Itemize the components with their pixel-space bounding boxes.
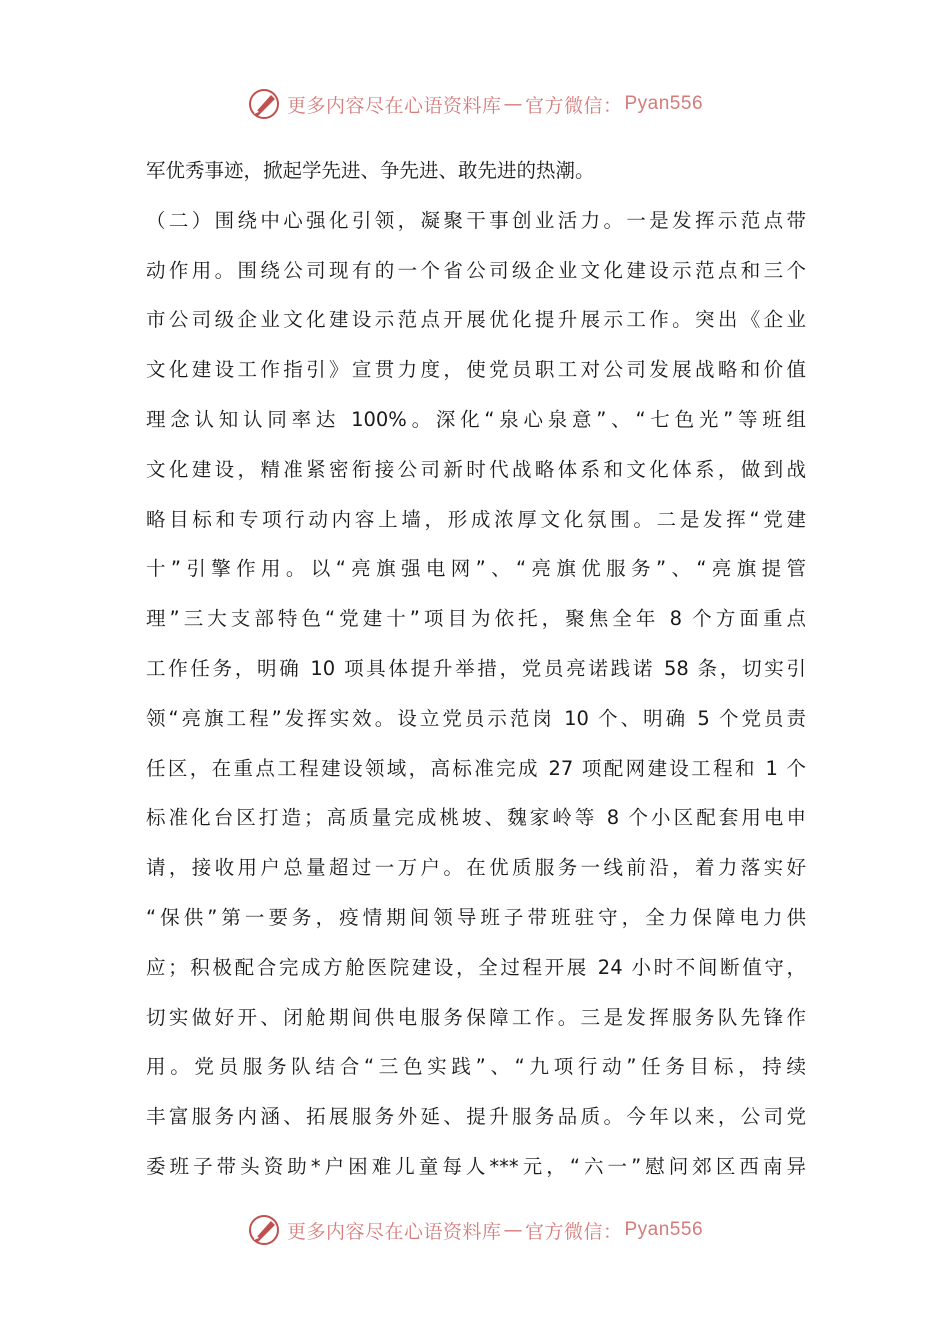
- text-line: 工作任务，明确 10 项具体提升举措，党员亮诺践诺 58 条，切实引: [146, 656, 806, 680]
- text-line: 理”三大支部特色“党建十”项目为依托，聚焦全年 8 个方面重点: [146, 607, 806, 631]
- text-line: 文化建设，精准紧密衔接公司新时代战略体系和文化体系，做到战: [146, 457, 806, 481]
- text-line: 切实做好开、闭舱期间供电服务保障工作。三是发挥服务队先锋作: [146, 1005, 806, 1029]
- pen-logo-icon: [247, 1213, 281, 1247]
- text-line: 丰富服务内涵、拓展服务外延、提升服务品质。今年以来，公司党: [146, 1105, 806, 1129]
- watermark-separator: —: [503, 93, 523, 115]
- watermark-site-name: 更多内容尽在心语资料库: [286, 94, 502, 117]
- text-line: 标准化台区打造；高质量完成桃坡、魏家岭等 8 个小区配套用电申: [146, 806, 806, 830]
- text-line: “保供”第一要务，疫情期间领导班子带班驻守，全力保障电力供: [146, 905, 806, 929]
- text-line: 请，接收用户总量超过一万户。在优质服务一线前沿，着力落实好: [146, 856, 806, 880]
- text-line: 委班子带头资助*户困难儿童每人***元，“六一”慰问郊区西南异: [146, 1154, 806, 1178]
- text-line: 动作用。围绕公司现有的一个省公司级企业文化建设示范点和三个: [146, 258, 806, 282]
- text-line: 理念认知认同率达 100%。深化“泉心泉意”、“七色光”等班组: [146, 407, 806, 431]
- text-line: 略目标和专项行动内容上墙，形成浓厚文化氛围。二是发挥“党建: [146, 507, 806, 531]
- watermark-site-name: 更多内容尽在心语资料库: [286, 1220, 502, 1243]
- watermark-wechat-label: 官方微信：: [524, 94, 623, 117]
- header-watermark: [0, 84, 950, 124]
- text-line: 文化建设工作指引》宣贯力度，使党员职工对公司发展战略和价值: [146, 358, 806, 382]
- text-line: 用。党员服务队结合“三色实践”、“九项行动”任务目标，持续: [146, 1055, 806, 1079]
- pen-logo-icon: [247, 87, 281, 121]
- text-line: （二）围绕中心强化引领，凝聚干事创业活力。一是发挥示范点带: [146, 208, 806, 232]
- text-line: 领“亮旗工程”发挥实效。设立党员示范岗 10 个、明确 5 个党员责: [146, 706, 806, 730]
- text-line: 市公司级企业文化建设示范点开展优化提升展示工作。突出《企业: [146, 308, 806, 332]
- watermark-wechat-label: 官方微信：: [524, 1220, 623, 1243]
- watermark-wechat-handle: Pyan556: [624, 1219, 704, 1240]
- text-line: 十”引擎作用。以“亮旗强电网”、“亮旗优服务”、“亮旗提管: [146, 557, 806, 581]
- watermark-separator: —: [503, 1219, 523, 1241]
- text-line: 应；积极配合完成方舱医院建设，全过程开展 24 小时不间断值守，: [146, 955, 806, 979]
- text-line: 军优秀事迹，掀起学先进、争先进、敢先进的热潮。: [146, 159, 595, 182]
- watermark-wechat-handle: Pyan556: [624, 93, 704, 114]
- text-line: 任区，在重点工程建设领域，高标准完成 27 项配网建设工程和 1 个: [146, 756, 806, 780]
- footer-watermark: [0, 1210, 950, 1250]
- document-body: [146, 146, 806, 1192]
